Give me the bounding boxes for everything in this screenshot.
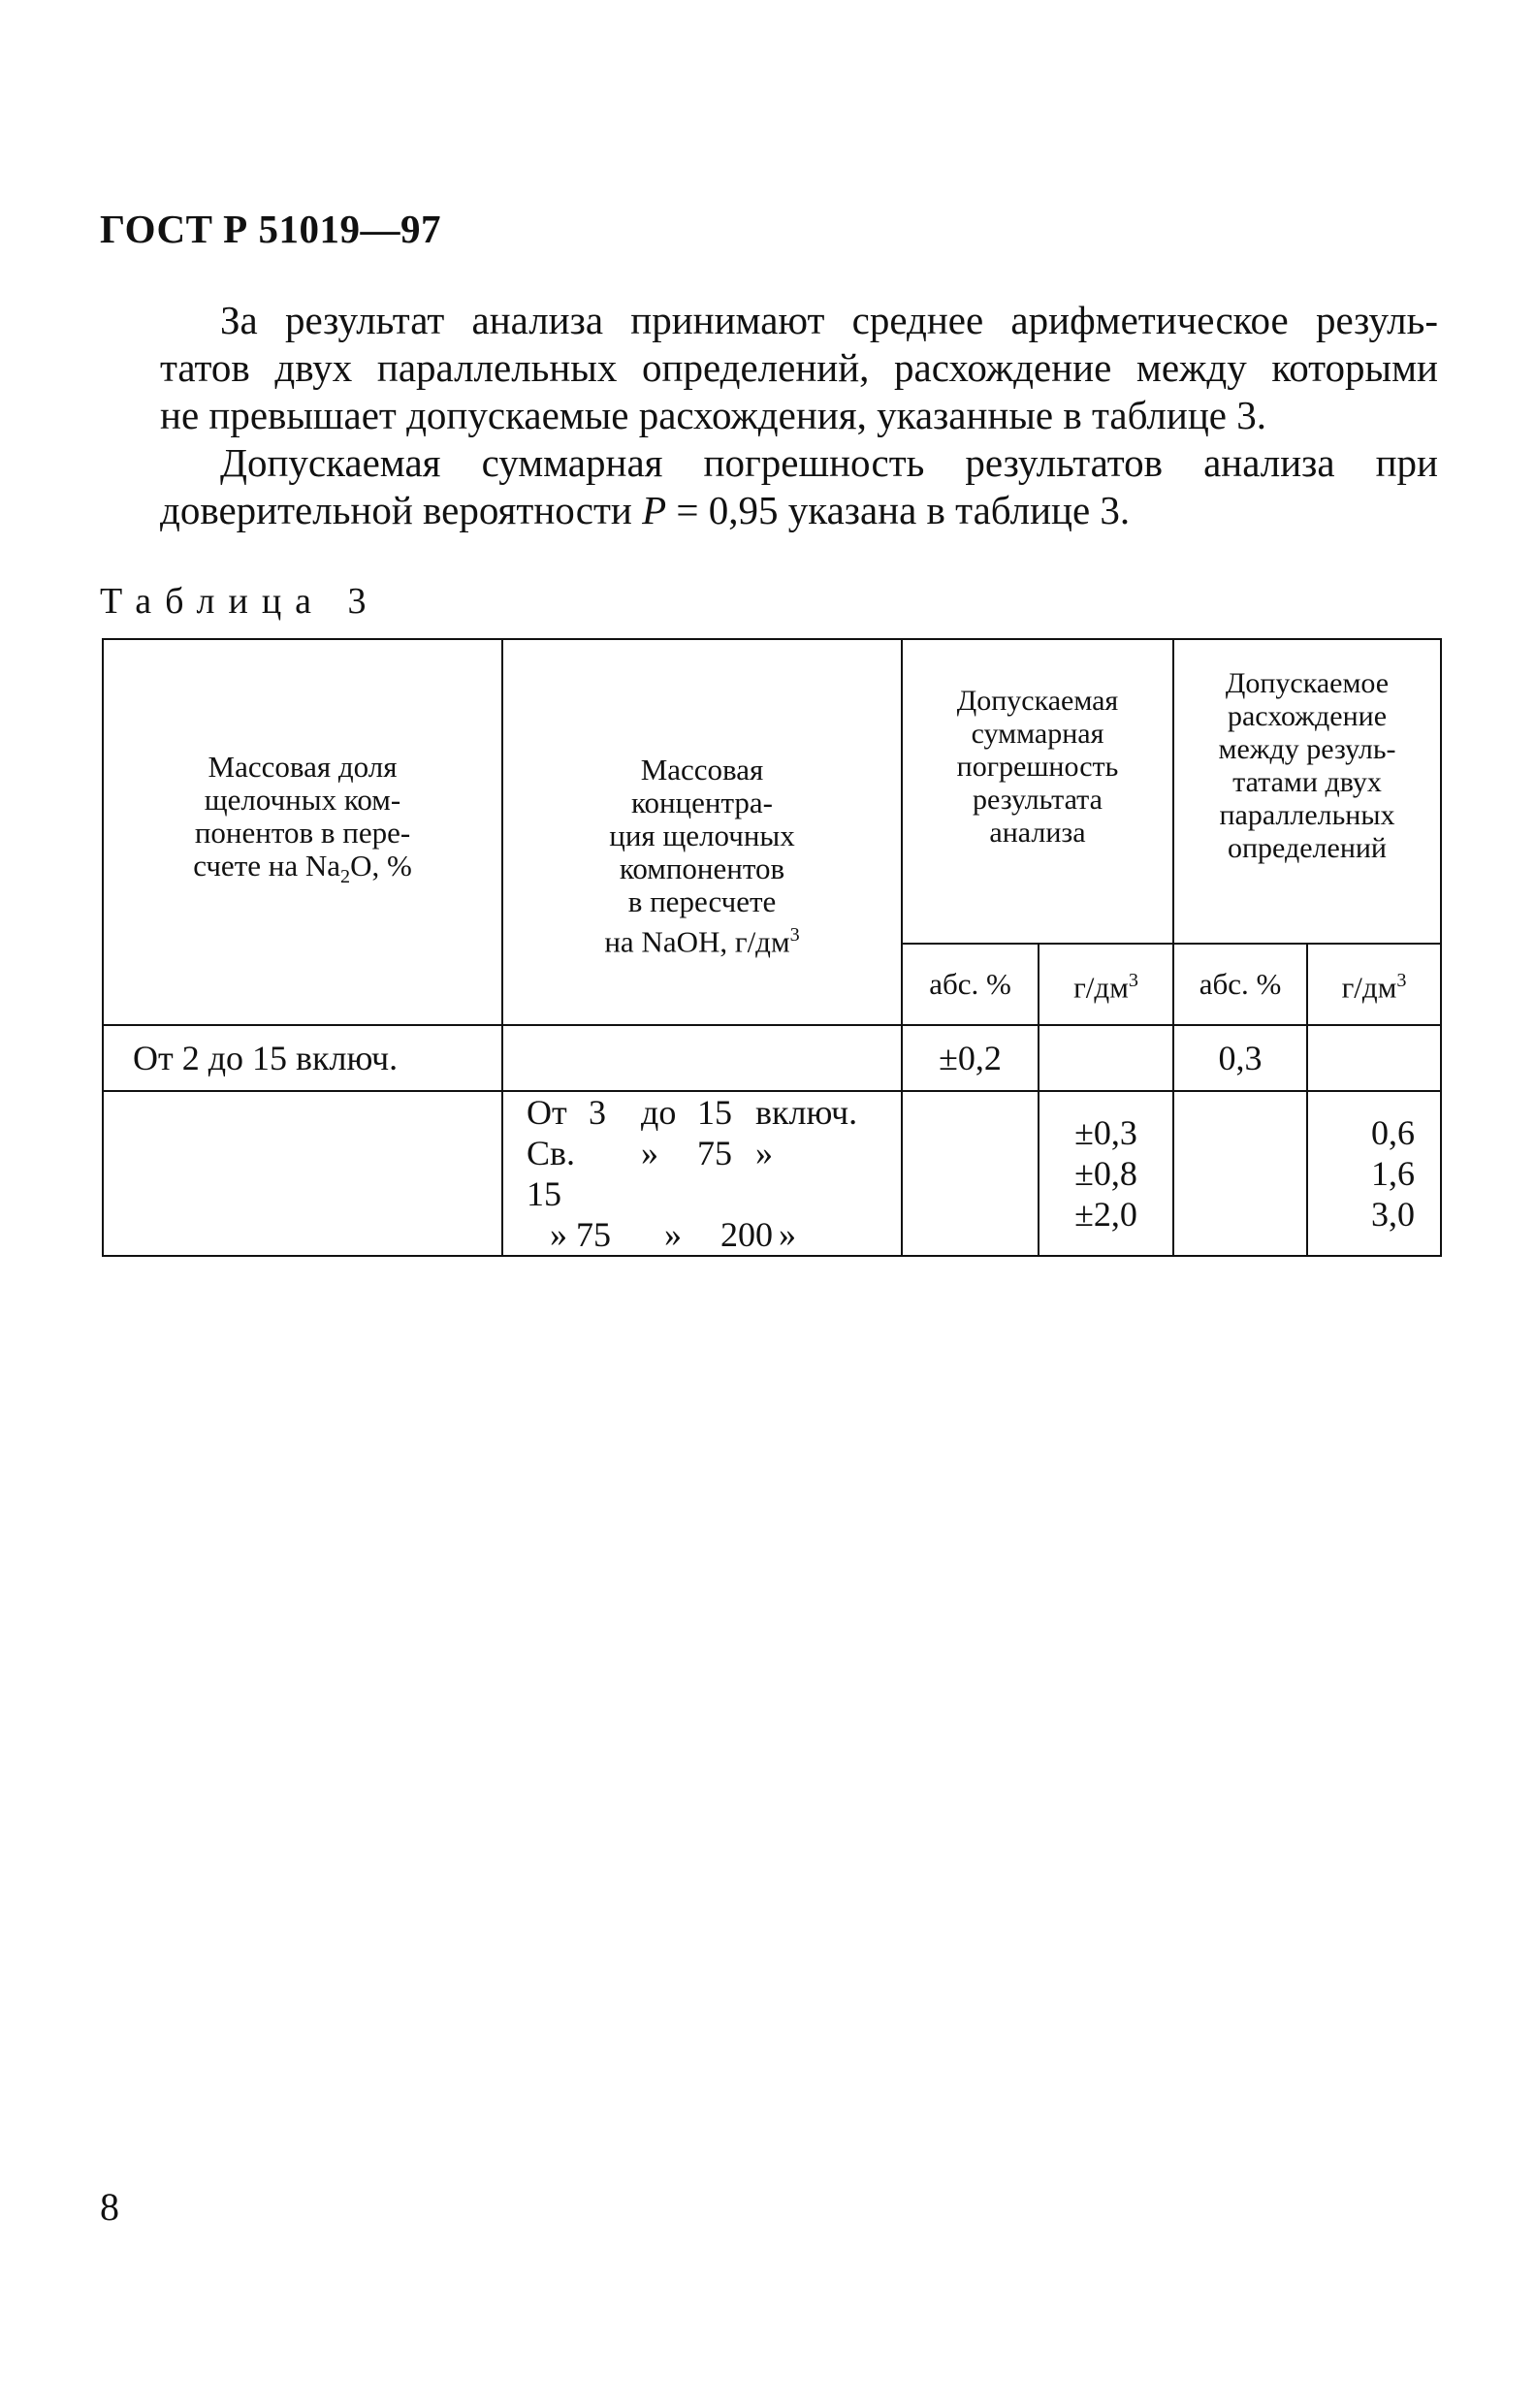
header-mass-fraction [103, 639, 502, 1025]
cell-abs-error: ±0,2 [902, 1025, 1039, 1091]
header-line: щелочных ком- [204, 783, 401, 818]
page-number: 8 [100, 2185, 119, 2229]
range-part: » [664, 1215, 682, 1254]
header-line: Массовая [640, 753, 764, 787]
document-header: ГОСТ Р 51019—97 [100, 207, 441, 251]
cell-empty [902, 1091, 1039, 1256]
header-line: концентра- [630, 786, 774, 820]
header-line: в пересчете [627, 884, 777, 919]
unit-gdm-error [1039, 944, 1173, 1025]
discrepancy-value: 1,6 [1371, 1154, 1415, 1193]
range-part: 3 [589, 1093, 606, 1132]
header-line: суммарная [971, 718, 1104, 750]
range-line [527, 1214, 895, 1255]
range-part: 200 [720, 1215, 773, 1254]
table-row [103, 1091, 1441, 1256]
error-value: ±2,0 [1074, 1195, 1137, 1234]
paragraph-line: Допускаемая суммарная погрешность результатов анализа при [220, 440, 1438, 485]
header-line: ция щелочных [609, 819, 795, 853]
cell-gdm-discrepancies [1307, 1091, 1441, 1256]
range-part: » 75 [550, 1215, 611, 1254]
header-line: Допускаемая [956, 685, 1119, 717]
paragraph-result [100, 297, 1438, 439]
header-total-error [902, 639, 1173, 944]
table-caption: Таблица 3 [100, 581, 380, 622]
range-part: 75 [697, 1134, 732, 1172]
discrepancy-value: 0,6 [1371, 1113, 1415, 1152]
header-line: расхождение [1227, 700, 1388, 732]
superscript: 3 [1396, 970, 1407, 992]
superscript: 3 [1128, 970, 1138, 992]
header-discrepancy [1173, 639, 1441, 944]
cell-concentration-ranges [502, 1091, 902, 1256]
range-part: Св. 15 [527, 1134, 576, 1213]
paragraph-line: не превышает допускаемые расхождения, указанные в таблице 3. [160, 393, 1266, 437]
header-line: татами двух [1232, 766, 1382, 798]
cell-mass-fraction: От 2 до 15 включ. [103, 1025, 502, 1091]
probability-symbol: P [642, 488, 667, 532]
header-line: понентов в пере- [194, 816, 411, 851]
range-part: включ. [755, 1093, 858, 1132]
paragraph-error [100, 439, 1438, 534]
unit-abs-error: абс. % [902, 944, 1039, 1025]
header-line: параллельных [1219, 799, 1395, 831]
range-part: » [755, 1134, 773, 1172]
header-line: погрешность [956, 751, 1119, 783]
header-line [110, 850, 496, 893]
header-line: анализа [989, 817, 1086, 849]
header-text: на NaOH, г/дм [604, 924, 790, 959]
header-line: Массовая доля [208, 750, 398, 785]
range-part: » [779, 1215, 796, 1254]
unit-text: г/дм [1341, 970, 1397, 1005]
cell-empty [1173, 1091, 1307, 1256]
range-part: » [641, 1134, 658, 1172]
range-part: до [641, 1093, 677, 1132]
unit-gdm-discrepancy [1307, 944, 1441, 1025]
header-mass-concentration [502, 639, 902, 1025]
cell-abs-discrepancy: 0,3 [1173, 1025, 1307, 1091]
range-part: 15 [697, 1093, 732, 1132]
range-line [527, 1133, 895, 1214]
range-part [612, 1214, 664, 1255]
table-row [103, 1025, 1441, 1091]
unit-text: г/дм [1073, 970, 1129, 1005]
error-value: ±0,3 [1074, 1113, 1137, 1152]
unit-abs-discrepancy: абс. % [1173, 944, 1307, 1025]
range-part: От [527, 1093, 567, 1132]
subscript: 2 [340, 866, 351, 888]
header-line: между резуль- [1218, 733, 1396, 765]
range-part [589, 1133, 641, 1214]
header-line: определений [1227, 832, 1387, 864]
paragraph-text: = 0,95 указана в таблице 3. [676, 488, 1131, 532]
paragraph-line: За результат анализа принимают среднее арифметическое резуль- [220, 298, 1438, 342]
header-line [509, 918, 895, 958]
header-line: результата [973, 784, 1103, 816]
cell-gdm-errors [1039, 1091, 1173, 1256]
header-line: Допускаемое [1225, 667, 1390, 699]
cell-empty [1039, 1025, 1173, 1091]
discrepancy-value: 3,0 [1371, 1195, 1415, 1234]
superscript: 3 [789, 924, 800, 947]
header-text: счете на Na [193, 849, 340, 883]
paragraph-line [100, 487, 1438, 534]
range-line [527, 1092, 895, 1133]
paragraph-line: татов двух параллельных определений, расхождение между которыми [160, 345, 1438, 390]
cell-empty [103, 1091, 502, 1256]
error-value: ±0,8 [1074, 1154, 1137, 1193]
header-line: компонентов [619, 851, 785, 886]
paragraph-text: доверительной вероятности [160, 488, 632, 532]
table-3 [102, 638, 1442, 1257]
cell-empty [1307, 1025, 1441, 1091]
cell-empty [502, 1025, 902, 1091]
header-text: O, % [350, 849, 412, 883]
